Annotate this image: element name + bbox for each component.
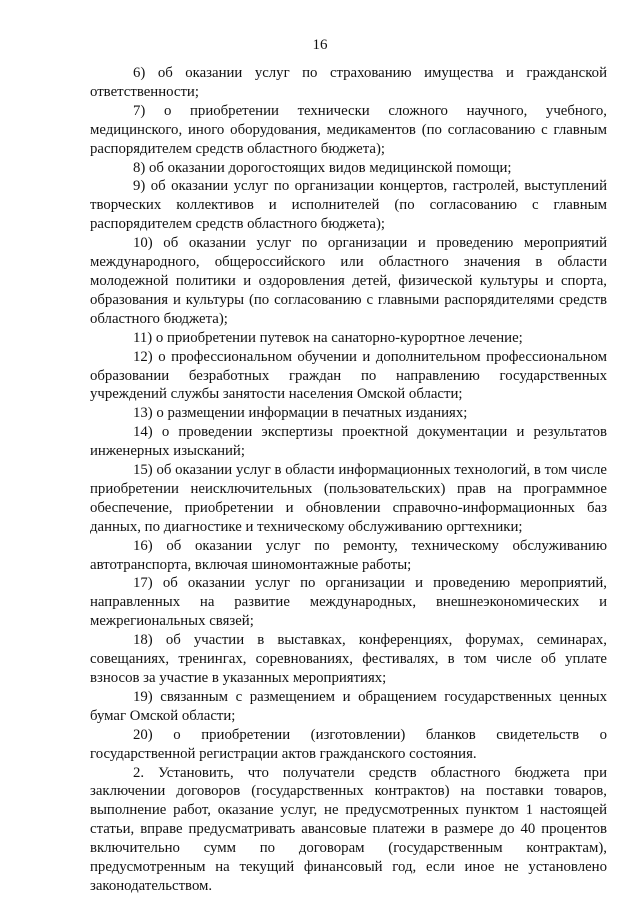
list-item-9: 9) об оказании услуг по организации концертов, гастролей, выступлений творческих коллективов и исполнителей (по согласованию с главным распорядителем средств областного бюджета); [90, 178, 607, 233]
page-number: 16 [312, 37, 328, 53]
list-item-12: 12) о профессиональном обучении и дополнительном профессиональном образовании безработных граждан по направлению государственных учреждений службы занятости населения Омской области; [90, 348, 607, 403]
list-item-16: 16) об оказании услуг по ремонту, техническому обслуживанию автотранспорта, включая шиномонтажные работы; [90, 537, 607, 573]
list-item-10: 10) об оказании услуг по организации и проведению мероприятий международного, общероссийского или областного значения в области молодежной политики и оздоровления детей, физической культуры и спорта, образования и культуры (по согласованию с главными распорядителями средств областного бюджета); [90, 235, 607, 327]
list-item-17: 17) об оказании услуг по организации и проведению мероприятий, направленных на развитие международных, внешнеэкономических и межрегиональных связей; [90, 575, 607, 630]
list-item-7: 7) о приобретении технически сложного научного, учебного, медицинского, иного оборудования, медикаментов (по согласованию с главным распорядителем средств областного бюджета); [90, 102, 607, 157]
list-item-14: 14) о проведении экспертизы проектной документации и результатов инженерных изысканий; [90, 424, 607, 460]
list-item-15: 15) об оказании услуг в области информационных технологий, в том числе приобретении неисключительных (пользовательских) прав на программное обеспечение, приобретении и обновлении справочно-информационных баз данных, по диагностике и техническому обслуживанию оргтехники; [90, 462, 607, 535]
list-item-19: 19) связанным с размещением и обращением государственных ценных бумаг Омской области; [90, 688, 607, 724]
document-body [90, 64, 607, 896]
list-item-6: 6) об оказании услуг по страхованию имущества и гражданской ответственности; [90, 65, 607, 100]
list-item-11: 11) о приобретении путевок на санаторно-курортное лечение; [133, 329, 523, 346]
list-item-20: 20) о приобретении (изготовлении) бланков свидетельств о государственной регистрации актов гражданского состояния. [90, 726, 607, 762]
list-item-13: 13) о размещении информации в печатных изданиях; [133, 405, 468, 422]
list-item-8: 8) об оказании дорогостоящих видов медицинской помощи; [133, 159, 512, 176]
clause-2-paragraph: 2. Установить, что получатели средств областного бюджета при заключении договоров (государственных контрактов) на поставки товаров, выполнение работ, оказание услуг, не предусмотренных пунктом 1 настоящей статьи, вправе предусматривать авансовые платежи в размере до 40 процентов включительно сумм по договорам (государственным контрактам), предусмотренным на текущий финансовый год, если иное не установлено законодательством. [90, 764, 607, 894]
list-item-18: 18) об участии в выставках, конференциях, форумах, семинарах, совещаниях, тренингах, соревнованиях, фестивалях, в том числе об уплате взносов за участие в указанных мероприятиях; [90, 632, 607, 686]
